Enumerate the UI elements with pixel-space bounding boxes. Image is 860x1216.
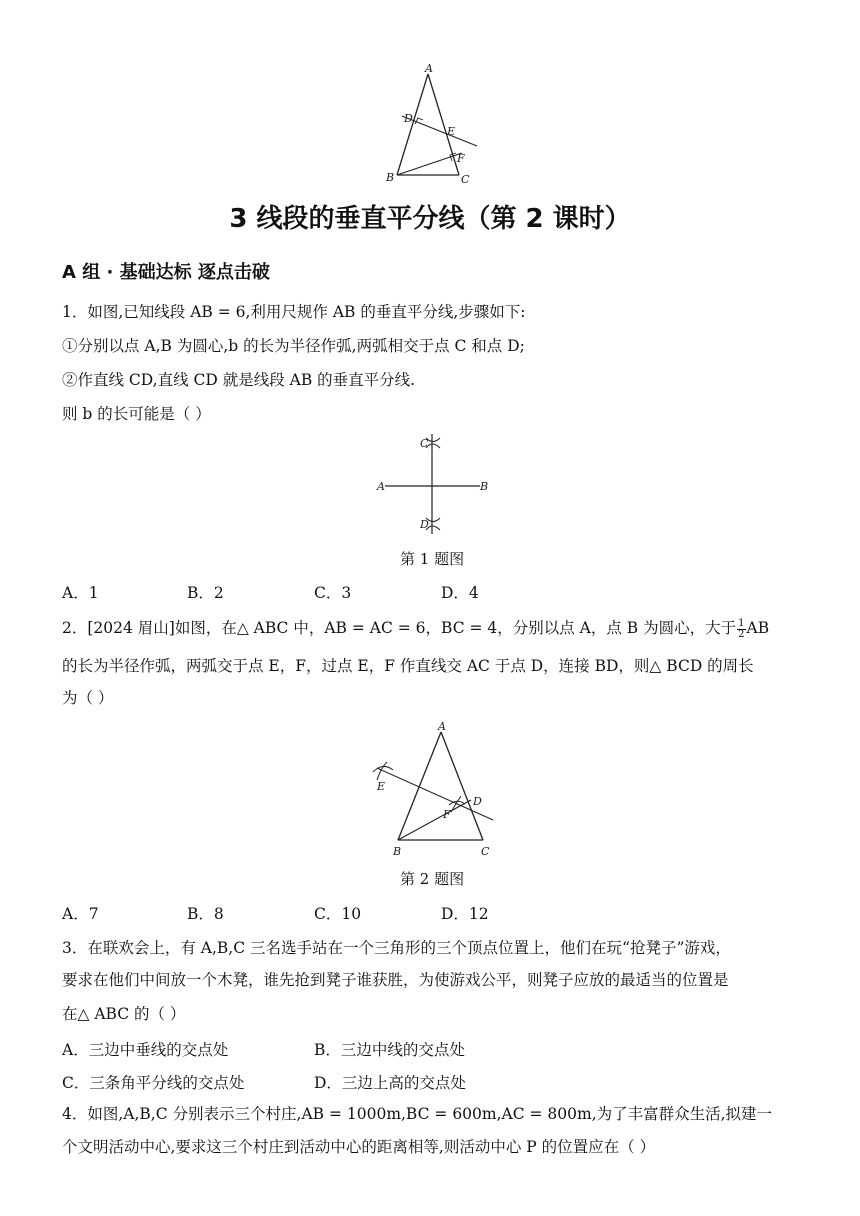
- frac-denominator: 2: [738, 628, 745, 640]
- label-E: E: [447, 125, 456, 138]
- q2-line1: [62, 618, 769, 640]
- q4-line1: 4．如图,A,B,C 分别表示三个村庄,AB = 1000m,BC = 600m,AC = 800m,为了丰富群众生活,拟建一: [62, 1105, 773, 1123]
- section-heading-a: A 组 · 基础达标 逐点击破: [62, 262, 270, 283]
- q1-figure: [370, 430, 500, 540]
- q2-line1-post: AB: [746, 619, 770, 637]
- q3-option-d[interactable]: D．三边上高的交点处: [314, 1074, 466, 1092]
- top-triangle-figure: [380, 62, 490, 187]
- q1-line2: ①分别以点 A,B 为圆心,b 的长为半径作弧,两弧相交于点 C 和点 D;: [62, 337, 525, 355]
- q1-caption: 第 1 题图: [400, 550, 465, 568]
- label-D: D: [404, 112, 413, 125]
- q2-label-F: F: [443, 808, 451, 821]
- q1-line4: 则 b 的长可能是（ ）: [62, 405, 211, 423]
- label-C: C: [461, 173, 470, 186]
- q2-label-E: E: [377, 780, 386, 793]
- q2-line2: 的长为半径作弧，两弧交于点 E，F，过点 E，F 作直线交 AC 于点 D，连接 BD，则△ BCD 的周长: [62, 657, 754, 675]
- q2-label-C: C: [481, 845, 490, 858]
- q1-line1: 1．如图,已知线段 AB = 6,利用尺规作 AB 的垂直平分线,步骤如下:: [62, 303, 526, 321]
- q3-line1: 3．在联欢会上，有 A,B,C 三名选手站在一个三角形的三个顶点位置上，他们在玩“抢凳子”游戏，: [62, 939, 731, 957]
- label-F: F: [457, 152, 465, 165]
- q3-line3: 在△ ABC 的（ ）: [62, 1005, 186, 1023]
- q3-option-b[interactable]: B．三边中线的交点处: [314, 1041, 465, 1059]
- q1-option-c[interactable]: C．3: [314, 584, 352, 602]
- q1-option-d[interactable]: D．4: [441, 584, 479, 602]
- label-B: B: [386, 171, 395, 184]
- q1-option-b[interactable]: B．2: [187, 584, 224, 602]
- q2-label-B: B: [393, 845, 402, 858]
- q3-option-a[interactable]: A．三边中垂线的交点处: [62, 1041, 229, 1059]
- q2-label-A: A: [438, 720, 446, 733]
- q2-option-a[interactable]: A．7: [62, 905, 99, 923]
- q2-option-d[interactable]: D．12: [441, 905, 489, 923]
- q3-line2: 要求在他们中间放一个木凳，谁先抢到凳子谁获胜，为使游戏公平，则凳子应放的最适当的位置是: [62, 971, 729, 989]
- q3-option-c[interactable]: C．三条角平分线的交点处: [62, 1074, 245, 1092]
- q2-label-D: D: [473, 795, 482, 808]
- q2-figure: [365, 720, 505, 860]
- page-title: 3 线段的垂直平分线（第 2 课时）: [229, 204, 631, 234]
- q2-caption: 第 2 题图: [400, 870, 465, 888]
- q2-line3: 为（ ）: [62, 689, 114, 707]
- q1-label-D: D: [420, 518, 429, 531]
- q4-line2: 个文明活动中心,要求这三个村庄到活动中心的距离相等,则活动中心 P 的位置应在（ ）: [62, 1138, 656, 1156]
- q2-option-b[interactable]: B．8: [187, 905, 224, 923]
- q2-line1-pre: 2．[2024 眉山]如图，在△ ABC 中，AB = AC = 6，BC = 4，分别以点 A，点 B 为圆心，大于: [62, 619, 737, 637]
- label-A: A: [425, 62, 433, 75]
- q1-line3: ②作直线 CD,直线 CD 就是线段 AB 的垂直平分线.: [62, 371, 416, 389]
- q1-option-a[interactable]: A．1: [62, 584, 99, 602]
- q1-label-A: A: [377, 480, 385, 493]
- q2-option-c[interactable]: C．10: [314, 905, 362, 923]
- frac-numerator: 1: [738, 617, 745, 629]
- q1-label-B: B: [480, 480, 489, 493]
- fraction-one-half: [737, 619, 745, 640]
- q1-label-C: C: [420, 437, 429, 450]
